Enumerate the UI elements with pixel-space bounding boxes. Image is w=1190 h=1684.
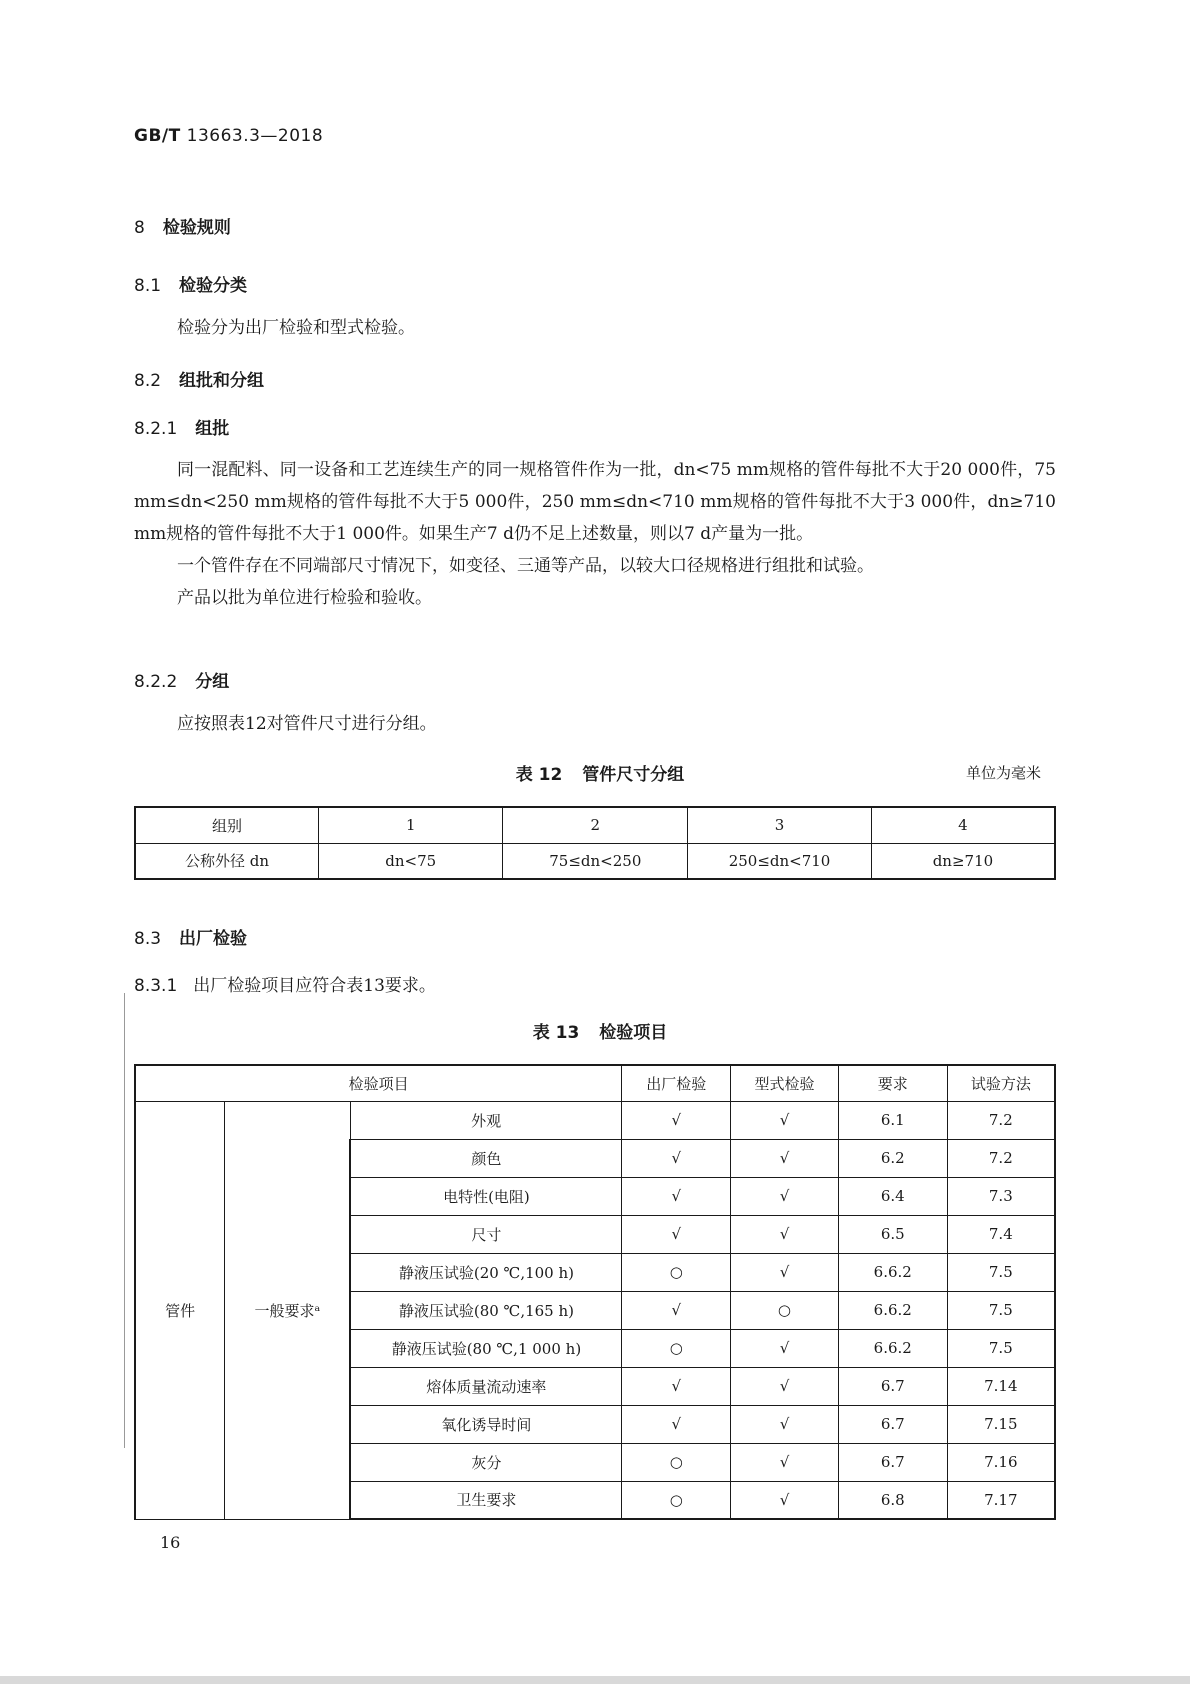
item-cell: 尺寸 [350,1215,621,1253]
table-cell: dn≥710 [871,843,1055,879]
section-number: 8.1 [134,276,162,296]
table-13-inspection-items [134,1064,1056,1520]
table-row [135,1101,1055,1139]
paragraph-batching-rule: 同一混配料、同一设备和工艺连续生产的同一规格管件作为一批，dn<75 mm规格的管件每批不大于20 000件，75 mm≤dn<250 mm规格的管件每批不大于5 000件，250 mm≤dn<710 mm规格的管件每批不大于3 000件，dn≥710 mm规格的管件每批不大于1 000件。如果生产7 d仍不足上述数量，则以7 d产量为一批。 [134,460,1056,544]
factory-check-cell: √ [622,1177,731,1215]
paragraph-reducer-rule: 一个管件存在不同端部尺寸情况下，如变径、三通等产品，以较大口径规格进行组批和试验。 [177,556,874,576]
table-cell: 4 [871,807,1055,843]
factory-check-cell: ○ [622,1329,731,1367]
section-8-1-heading [134,271,247,296]
item-cell: 外观 [350,1101,621,1139]
row-label: 组别 [135,807,318,843]
standard-number: 13663.3—2018 [186,126,324,146]
section-8-2-heading [134,366,264,391]
method-cell: 7.5 [947,1291,1055,1329]
table-header-row [135,1065,1055,1101]
method-cell: 7.15 [947,1405,1055,1443]
type-check-cell: √ [731,1329,839,1367]
clause-number: 8.3.1 [134,976,178,996]
paragraph: 应按照表12对管件尺寸进行分组。 [177,714,437,734]
item-cell: 氧化诱导时间 [350,1405,621,1443]
clause-8-3-1 [134,971,436,996]
method-cell: 7.3 [947,1177,1055,1215]
section-8-2-2-body [134,708,1056,740]
header-cell: 试验方法 [947,1065,1055,1101]
table-12-title [480,760,720,785]
table-13-title [480,1018,720,1043]
item-cell: 静液压试验(80 ℃,165 h) [350,1291,621,1329]
table-row [135,843,1055,879]
item-cell: 熔体质量流动速率 [350,1367,621,1405]
item-cell: 静液压试验(20 ℃,100 h) [350,1253,621,1291]
requirement-cell: 6.6.2 [838,1253,947,1291]
factory-check-cell: √ [622,1139,731,1177]
requirement-cell: 6.6.2 [838,1291,947,1329]
factory-check-cell: ○ [622,1253,731,1291]
method-cell: 7.4 [947,1215,1055,1253]
type-check-cell: √ [731,1253,839,1291]
section-8-2-2-heading [134,667,229,692]
row-label: 公称外径 dn [135,843,318,879]
section-8-heading [134,213,231,238]
requirement-cell: 6.7 [838,1367,947,1405]
section-number: 8.2.1 [134,419,178,439]
factory-check-cell: √ [622,1291,731,1329]
page-bottom-edge [0,1676,1190,1684]
factory-check-cell: √ [622,1405,731,1443]
item-cell: 电特性(电阻) [350,1177,621,1215]
section-title: 组批和分组 [179,371,265,391]
method-cell: 7.14 [947,1367,1055,1405]
section-8-1-body [134,312,1056,344]
section-number: 8.2.2 [134,672,178,692]
table-row [135,807,1055,843]
header-cell: 要求 [838,1065,947,1101]
type-check-cell: √ [731,1177,839,1215]
method-cell: 7.2 [947,1139,1055,1177]
table-cell: 250≤dn<710 [688,843,872,879]
requirement-cell: 6.6.2 [838,1329,947,1367]
section-number: 8 [134,218,145,238]
section-title: 检验分类 [179,276,248,296]
standard-code [134,126,323,146]
group-cell: 管件 [135,1101,225,1519]
header-cell: 出厂检验 [622,1065,731,1101]
requirement-cell: 6.4 [838,1177,947,1215]
table-caption: 管件尺寸分组 [582,765,685,785]
paragraph-acceptance-rule: 产品以批为单位进行检验和验收。 [177,588,432,608]
section-number: 8.2 [134,371,162,391]
paragraph: 检验分为出厂检验和型式检验。 [177,318,415,338]
factory-check-cell: ○ [622,1443,731,1481]
factory-check-cell: √ [622,1215,731,1253]
type-check-cell: √ [731,1367,839,1405]
header-cell: 型式检验 [731,1065,839,1101]
section-title: 分组 [195,672,230,692]
section-8-3-heading [134,924,247,949]
table-12-size-groups [134,806,1056,880]
item-cell: 卫生要求 [350,1481,621,1519]
method-cell: 7.2 [947,1101,1055,1139]
table-12-unit-note: 单位为毫米 [966,764,1042,782]
requirement-cell: 6.7 [838,1405,947,1443]
table-caption: 检验项目 [599,1023,668,1043]
table-cell: 2 [503,807,688,843]
factory-check-cell: √ [622,1367,731,1405]
section-title: 检验规则 [162,218,231,238]
type-check-cell: √ [731,1101,839,1139]
factory-check-cell: √ [622,1101,731,1139]
standard-prefix: GB/T [134,126,181,146]
section-8-2-1-body [134,454,1056,614]
subgroup-cell: 一般要求ᵃ [225,1101,351,1519]
requirement-cell: 6.1 [838,1101,947,1139]
binding-margin-line [124,993,125,1448]
table-cell: 1 [318,807,503,843]
item-cell: 颜色 [350,1139,621,1177]
section-title: 出厂检验 [179,929,248,949]
requirement-cell: 6.2 [838,1139,947,1177]
item-cell: 静液压试验(80 ℃,1 000 h) [350,1329,621,1367]
type-check-cell: √ [731,1215,839,1253]
table-cell: 3 [688,807,872,843]
type-check-cell: √ [731,1481,839,1519]
table-number: 表 13 [532,1023,580,1043]
section-title: 组批 [195,419,230,439]
method-cell: 7.5 [947,1329,1055,1367]
section-8-2-1-heading [134,414,229,439]
header-cell: 检验项目 [135,1065,622,1101]
item-cell: 灰分 [350,1443,621,1481]
page-number: 16 [160,1533,181,1552]
type-check-cell: ○ [731,1291,839,1329]
method-cell: 7.16 [947,1443,1055,1481]
type-check-cell: √ [731,1405,839,1443]
clause-text: 出厂检验项目应符合表13要求。 [193,976,436,996]
requirement-cell: 6.5 [838,1215,947,1253]
requirement-cell: 6.7 [838,1443,947,1481]
section-number: 8.3 [134,929,162,949]
type-check-cell: √ [731,1443,839,1481]
type-check-cell: √ [731,1139,839,1177]
factory-check-cell: ○ [622,1481,731,1519]
method-cell: 7.5 [947,1253,1055,1291]
table-number: 表 12 [515,765,563,785]
table-cell: dn<75 [318,843,503,879]
method-cell: 7.17 [947,1481,1055,1519]
requirement-cell: 6.8 [838,1481,947,1519]
table-cell: 75≤dn<250 [503,843,688,879]
